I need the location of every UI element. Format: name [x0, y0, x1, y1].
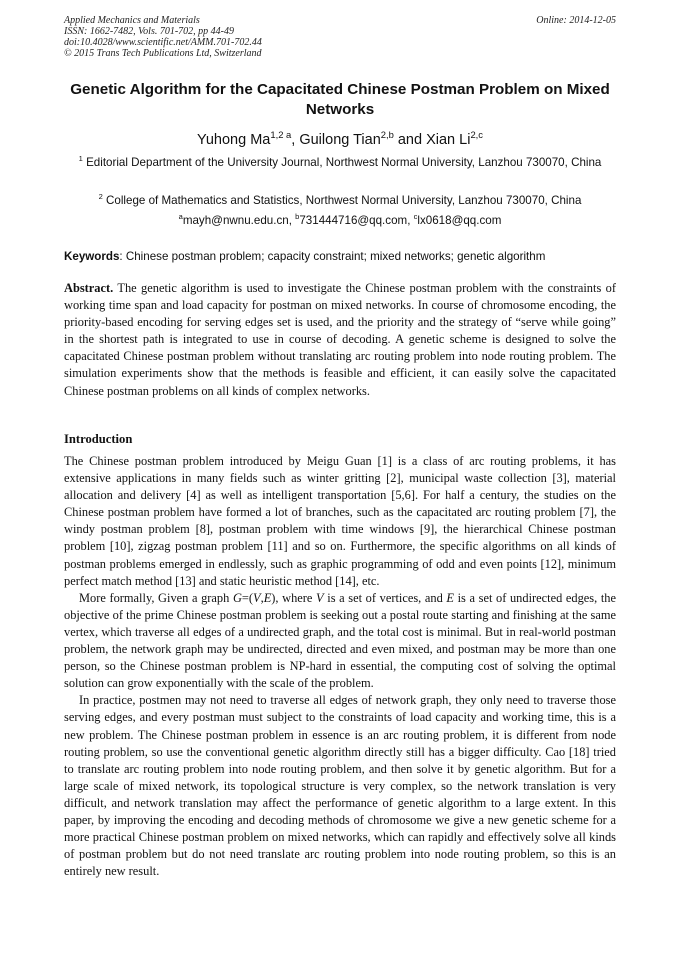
author-affiliation-mark: 2,b — [380, 129, 394, 141]
author-affiliation-mark: 2,c — [470, 129, 483, 141]
email-mark: c — [413, 212, 418, 222]
author-separator: , — [291, 132, 300, 148]
email-list — [64, 213, 616, 229]
affiliation-number: 2 — [98, 192, 103, 202]
text-run: is a set of vertices, and — [323, 590, 447, 605]
journal-issn: ISSN: 1662-7482, Vols. 701-702, pp 44-49 — [64, 26, 234, 37]
email-separator: , — [407, 214, 414, 227]
math-symbol: V — [253, 590, 261, 605]
math-symbol: G — [232, 590, 242, 605]
email-mark: a — [178, 212, 183, 222]
journal-doi: doi:10.4028/www.scientific.net/AMM.701-702.44 — [64, 37, 262, 48]
math-symbol: V — [316, 590, 324, 605]
abstract — [64, 280, 616, 400]
journal-name: Applied Mechanics and Materials — [64, 15, 200, 26]
paragraph: The Chinese postman problem introduced by Meigu Guan [1] is a class of arc routing problems, it has extensive applications in many fields such as winter gritting [2], municipal waste collection [3], material allocation and delivery [4] as well as intelligent transportation [5,6]. For half a century, the studies on the Chinese postman problem have formed a lot of branches, such as the capacitated arc routing problem [7], the windy postman problem [8], postman problem with time windows [9], the hierarchical Chinese postman problem [10], zigzag postman problem [11] and so on. Furthermore, the specific algorithms on all kinds of postman problems emerged in endlessly, such as graphic programming of odd and even points [12], minimum perfect match method [13] and static heuristic method [14], etc. — [64, 454, 616, 588]
text-run: =( — [241, 590, 254, 605]
affiliation — [64, 155, 616, 171]
journal-copyright: © 2015 Trans Tech Publications Ltd, Switzerland — [64, 48, 262, 59]
author-list — [64, 131, 616, 149]
paper-title: Genetic Algorithm for the Capacitated Chinese Postman Problem on Mixed Networks — [70, 81, 610, 118]
keywords-text: : Chinese postman problem; capacity constraint; mixed networks; genetic algorithm — [119, 250, 546, 263]
math-symbol: E — [446, 590, 454, 605]
affiliation-number: 1 — [78, 154, 83, 164]
email-mark: b — [295, 212, 300, 222]
math-symbol: E — [263, 590, 272, 605]
author-separator: and — [393, 132, 427, 148]
email-address[interactable]: lx0618@qq.com — [417, 214, 502, 227]
affiliation-text: Editorial Department of the University Journal, Northwest Normal University, Lanzhou 730070, China — [86, 156, 602, 169]
paragraph — [64, 590, 616, 693]
author-name: Guilong Tian — [299, 132, 381, 148]
section-heading: Introduction — [64, 432, 133, 446]
email-separator: , — [288, 214, 296, 227]
journal-header — [64, 15, 616, 59]
author-name: Yuhong Ma — [196, 132, 271, 148]
abstract-label: Abstract. — [64, 281, 114, 295]
email-address[interactable]: mayh@nwnu.edu.cn — [182, 214, 289, 227]
abstract-text: The genetic algorithm is used to investigate the Chinese postman problem with the constraints of working time span and load capacity for postman on mixed networks. In course of chromosome encoding, the priority-based encoding for serving edges set is used, and the priority and the strategy of “serve while going” in the shortest path is integrated to use in course of decoding. A genetic scheme is designed to solve the capacitated Chinese postman problem without translating arc routing problem into node routing problem. The simulation experiments show that the methods is feasible and efficient, it can easily solve the capacitated Chinese postman problems on all kinds of complex networks. — [64, 281, 616, 398]
affiliation-text: College of Mathematics and Statistics, Northwest Normal University, Lanzhou 730070, China — [106, 194, 582, 207]
email-address[interactable]: 731444716@qq.com — [299, 214, 408, 227]
author-affiliation-mark: 1,2 a — [270, 129, 292, 141]
text-run: More formally, Given a graph — [79, 590, 233, 605]
affiliation — [64, 193, 616, 209]
keywords-label: Keywords — [64, 250, 120, 263]
paragraph: In practice, postmen may not need to traverse all edges of network graph, they only need to traverse those serving edges, and every postman must subject to the constraints of load capacity and working time, this is a new problem. The Chinese postman problem in essence is an arc routing problem, it is different from node routing problem, so use the conventional genetic algorithm directly still has a bigger difficulty. Cao [18] tried to translate arc routing problem into node routing problem, and then solve it by genetic algorithm. But for a large scale of mixed network, its topological structure is very complex, so the network translation is very difficult, and network translation may affect the performance of genetic algorithm to a large extent. In this paper, by improving the encoding and decoding methods of chromosome we give a new genetic scheme for a more practical Chinese postman problem on mixed networks, which can rapidly and effectively solve all kinds of postman problem but do not need translate arc routing problem into node routing problem, so this is an entirely new result. — [64, 693, 616, 879]
online-date: Online: 2014-12-05 — [536, 15, 616, 26]
keywords — [64, 249, 616, 265]
text-run: , — [260, 590, 264, 605]
text-run: ), where — [271, 590, 317, 605]
text-run: is a set of undirected edges, the objective of the prime Chinese postman problem is seeking out a postal route starting and finishing at the same vertex, which traverse all edges of a undirected graph, and the total cost is minimal. But in real-world postman problem, the network graph may be undirected, directed and even mixed, and postman may be more than one person, so the Chinese postman problem is NP-hard in essential, the computing cost of solving the optimal solution can grow exponentially with the scale of the problem. — [64, 590, 616, 691]
introduction-body — [64, 453, 616, 880]
author-name: Xian Li — [426, 132, 471, 148]
